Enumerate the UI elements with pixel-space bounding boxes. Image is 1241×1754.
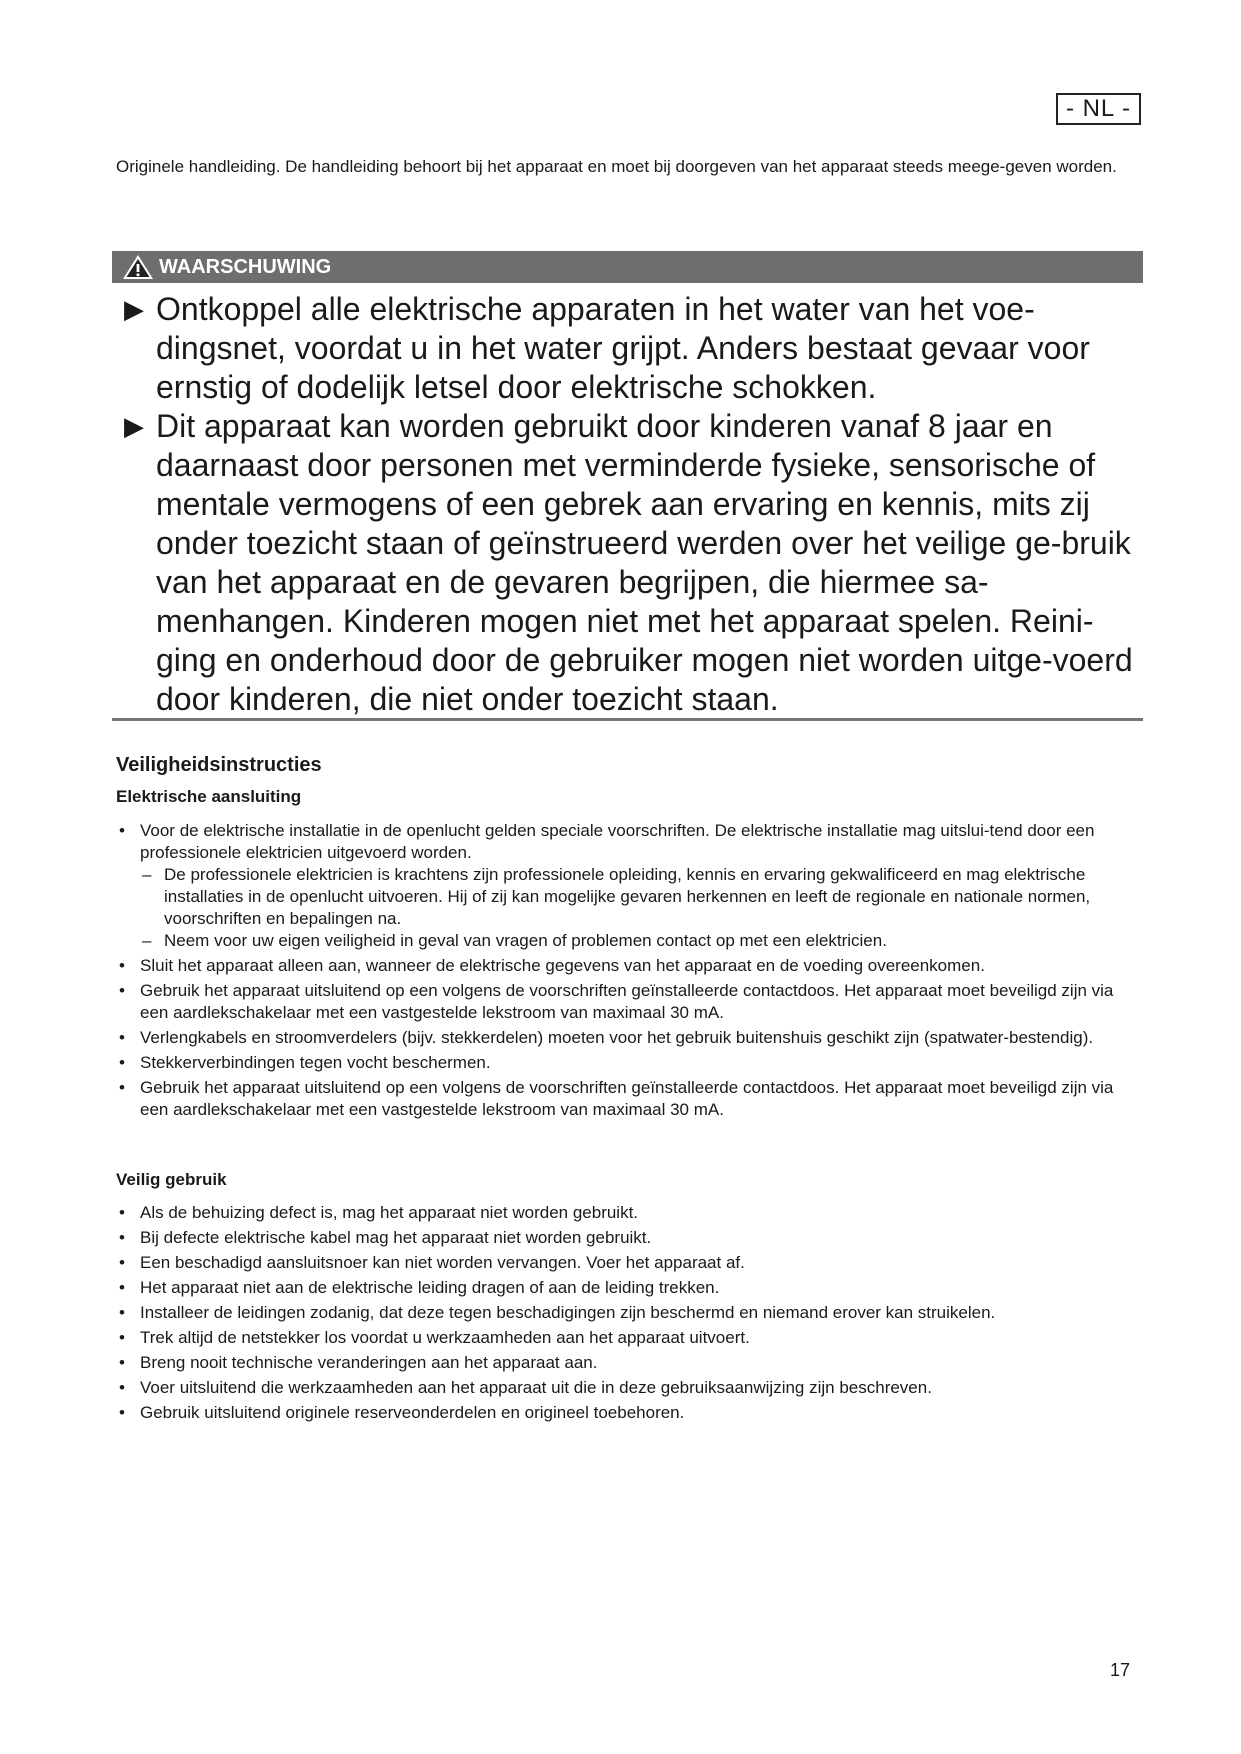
list-item bbox=[116, 1352, 1141, 1374]
bullet-icon: • bbox=[119, 1328, 125, 1347]
section-title: Veiligheidsinstructies bbox=[116, 754, 322, 776]
bullet-icon: • bbox=[119, 1378, 125, 1397]
list-item bbox=[116, 1077, 1141, 1121]
bullet-icon: • bbox=[119, 981, 125, 1000]
bullet-icon: • bbox=[119, 821, 125, 840]
list-item-text: Als de behuizing defect is, mag het apparaat niet worden gebruikt. bbox=[140, 1203, 639, 1222]
warning-header bbox=[112, 251, 1143, 283]
warning-title: WAARSCHUWING bbox=[159, 256, 332, 278]
subsection-title-electrical: Elektrische aansluiting bbox=[116, 787, 302, 806]
intro-text: Originele handleiding. De handleiding behoort bij het apparaat en moet bij doorgeven van het apparaat steeds meege-geven worden. bbox=[116, 157, 1117, 176]
list-item bbox=[116, 820, 1141, 952]
warning-triangle-icon bbox=[122, 254, 154, 280]
dash-bullet-icon: – bbox=[142, 931, 152, 950]
list-item-text: Bij defecte elektrische kabel mag het apparaat niet worden gebruikt. bbox=[140, 1228, 652, 1247]
bullet-icon: • bbox=[119, 956, 125, 975]
bullet-icon: • bbox=[119, 1353, 125, 1372]
list-item-text: Gebruik uitsluitend originele reserveonderdelen en origineel toebehoren. bbox=[140, 1403, 685, 1422]
bullet-icon: • bbox=[119, 1228, 125, 1247]
bullet-icon: • bbox=[119, 1278, 125, 1297]
list-item-text: Stekkerverbindingen tegen vocht beschermen. bbox=[140, 1053, 491, 1072]
sub-list-item-text: De professionele elektricien is krachtens zijn professionele opleiding, kennis en ervaring gekwalificeerd en mag elektrische installaties in de openlucht uitvoeren. Hij of zij kan mogelijke gevaren herkennen en leeft de regionale en nationale normen, voorschriften en bepalingen na. bbox=[164, 865, 1091, 928]
list-item-text: Sluit het apparaat alleen aan, wanneer de elektrische gegevens van het apparaat en de voeding overeenkomen. bbox=[140, 956, 985, 975]
list-item bbox=[116, 1027, 1141, 1049]
bullet-icon: • bbox=[119, 1053, 125, 1072]
triangle-bullet-icon: ▶ bbox=[124, 294, 144, 324]
list-item-text: Gebruik het apparaat uitsluitend op een volgens de voorschriften geïnstalleerde contactdoos. Het apparaat moet beveiligd zijn via een aardlekschakelaar met een vastgestelde lekstroom van maximaal 30 mA. bbox=[140, 981, 1114, 1022]
list-item-text: Verlengkabels en stroomverdelers (bijv. stekkerdelen) moeten voor het gebruik buitenshuis geschikt zijn (spatwater-bestendig). bbox=[140, 1028, 1094, 1047]
list-item bbox=[116, 1227, 1141, 1249]
list-item bbox=[116, 955, 1141, 977]
bullet-icon: • bbox=[119, 1253, 125, 1272]
bullet-icon: • bbox=[119, 1403, 125, 1422]
warning-list bbox=[124, 290, 1139, 719]
list-item-text: Een beschadigd aansluitsnoer kan niet worden vervangen. Voer het apparaat af. bbox=[140, 1253, 745, 1272]
sub-list-item-text: Neem voor uw eigen veiligheid in geval van vragen of problemen contact op met een elektricien. bbox=[164, 931, 887, 950]
list-item bbox=[116, 1277, 1141, 1299]
list-item bbox=[116, 1252, 1141, 1274]
sub-list-item bbox=[140, 864, 1141, 930]
bullet-icon: • bbox=[119, 1303, 125, 1322]
warning-item-text: Dit apparaat kan worden gebruikt door kinderen vanaf 8 jaar en daarnaast door personen met verminderde fysieke, sensorische of mentale vermogens of een gebrek aan ervaring en kennis, mits zij onder toezicht staan of geïnstrueerd werden over het veilige ge-bruik van het apparaat en de gevaren begrijpen, die hiermee sa-menhangen. Kinderen mogen niet met het apparaat spelen. Reini-ging en onderhoud door de gebruiker mogen niet worden uitge-voerd door kinderen, die niet onder toezicht staan. bbox=[156, 408, 1133, 717]
list-item bbox=[116, 1377, 1141, 1399]
list-item bbox=[116, 980, 1141, 1024]
bullet-icon: • bbox=[119, 1203, 125, 1222]
list-item bbox=[116, 1052, 1141, 1074]
list-item-text: Het apparaat niet aan de elektrische leiding dragen of aan de leiding trekken. bbox=[140, 1278, 720, 1297]
warning-item bbox=[124, 290, 1139, 407]
list-item-text: Breng nooit technische veranderingen aan het apparaat aan. bbox=[140, 1353, 598, 1372]
list-item-text: Trek altijd de netstekker los voordat u werkzaamheden aan het apparaat uitvoert. bbox=[140, 1328, 750, 1347]
dash-bullet-icon: – bbox=[142, 865, 152, 884]
warning-item bbox=[124, 407, 1139, 719]
list-item-text: Voer uitsluitend die werkzaamheden aan het apparaat uit die in deze gebruiksaanwijzing zijn beschreven. bbox=[140, 1378, 932, 1397]
sub-list-item bbox=[140, 930, 1141, 952]
list-item-text: Installeer de leidingen zodanig, dat deze tegen beschadigingen zijn beschermd en niemand erover kan struikelen. bbox=[140, 1303, 996, 1322]
sub-list bbox=[140, 864, 1141, 952]
list-item bbox=[116, 1402, 1141, 1424]
bullet-icon: • bbox=[119, 1028, 125, 1047]
warning-item-text: Ontkoppel alle elektrische apparaten in het water van het voe-dingsnet, voordat u in het water grijpt. Anders bestaat gevaar voor ernstig of dodelijk letsel door elektrische schokken. bbox=[156, 291, 1090, 405]
list-item bbox=[116, 1202, 1141, 1224]
page-number: 17 bbox=[1110, 1660, 1131, 1680]
bullet-icon: • bbox=[119, 1078, 125, 1097]
warning-divider bbox=[112, 718, 1143, 721]
safe-use-list bbox=[116, 1202, 1141, 1427]
list-item bbox=[116, 1302, 1141, 1324]
triangle-bullet-icon: ▶ bbox=[124, 411, 144, 441]
list-item-text: Gebruik het apparaat uitsluitend op een volgens de voorschriften geïnstalleerde contactdoos. Het apparaat moet beveiligd zijn via een aardlekschakelaar met een vastgestelde lekstroom van maximaal 30 mA. bbox=[140, 1078, 1114, 1119]
electrical-list bbox=[116, 820, 1141, 1124]
language-tag: - NL - bbox=[1056, 93, 1141, 125]
subsection-title-safe-use: Veilig gebruik bbox=[116, 1170, 227, 1189]
list-item bbox=[116, 1327, 1141, 1349]
list-item-text: Voor de elektrische installatie in de openlucht gelden speciale voorschriften. De elektrische installatie mag uitslui-tend door een professionele elektricien uitgevoerd worden. bbox=[140, 821, 1095, 862]
